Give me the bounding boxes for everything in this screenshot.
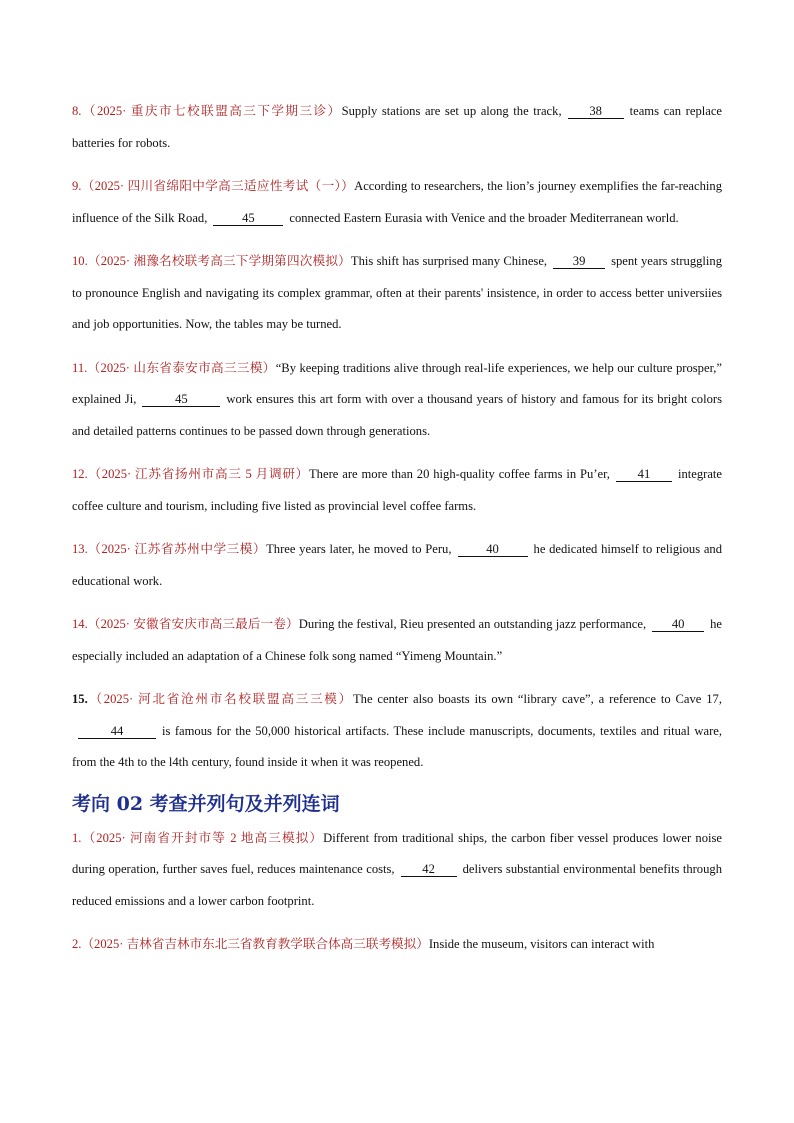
question-item — [72, 459, 722, 522]
question-text-before: Supply stations are set up along the track, — [341, 104, 562, 118]
question-source: （2025· 山东省泰安市高三三模） — [87, 360, 276, 375]
question-source: （2025· 河南省开封市等 2 地高三模拟） — [81, 830, 324, 845]
answer-blank[interactable]: 40 — [458, 542, 528, 557]
question-text-before: Inside the museum, visitors can interact with — [428, 937, 655, 951]
question-source: （2025· 江苏省苏州中学三模） — [87, 542, 267, 556]
question-number: 14. — [72, 617, 88, 631]
answer-blank[interactable]: 41 — [616, 467, 672, 482]
question-text-before: The center also boasts its own “library cave”, a reference to Cave 17, — [352, 692, 722, 706]
question-text-before: “By keeping traditions alive through real-life experiences, we help our culture prosper,” explained Ji, — [72, 360, 723, 406]
question-text-after: teams can replace batteries for robots. — [72, 104, 723, 150]
question-text-after: is famous for the 50,000 historical artifacts. These include manuscripts, documents, textiles and ritual ware, from the 4th to the l4th century, found inside it when it was reopened. — [72, 723, 722, 769]
question-text-before: This shift has surprised many Chinese, — [350, 254, 548, 268]
question-number: 11. — [72, 360, 88, 375]
question-source: （2025· 吉林省吉林市东北三省教育教学联合体高三联考模拟） — [81, 937, 429, 951]
question-number: 2. — [72, 937, 82, 951]
question-item — [72, 171, 722, 234]
question-text-after: he especially included an adaptation of a Chinese folk song named “Yimeng Mountain.” — [72, 617, 722, 663]
question-item — [72, 96, 722, 159]
question-number: 10. — [72, 254, 88, 268]
question-source: （2025· 四川省绵阳中学高三适应性考试（一）） — [81, 179, 355, 193]
question-source: （2025· 河北省沧州市名校联盟高三三模） — [87, 692, 353, 706]
document-page — [72, 96, 722, 973]
question-source: （2025· 湘豫名校联考高三下学期第四次模拟） — [87, 254, 351, 268]
question-text-after: spent years struggling to pronounce English and navigating its complex grammar, often at their parents' insistence, in order to access better universiies and job opportunities. Now, the tables may be turned. — [72, 254, 722, 331]
question-source: （2025· 重庆市七校联盟高三下学期三诊） — [81, 104, 342, 118]
question-number: 8. — [72, 104, 82, 118]
question-number: 9. — [72, 179, 82, 193]
question-list-a — [72, 96, 722, 779]
question-number: 13. — [72, 542, 88, 556]
question-item — [72, 823, 722, 918]
answer-blank[interactable]: 39 — [553, 254, 605, 269]
question-source: （2025· 江苏省扬州市高三 5 月调研） — [87, 467, 309, 481]
question-item — [72, 353, 722, 448]
question-text-before: Different from traditional ships, the carbon fiber vessel produces lower noise during operation, further saves fuel, reduces maintenance costs, — [72, 830, 722, 876]
question-text-before: Three years later, he moved to Peru, — [266, 542, 452, 556]
question-text-after: work ensures this art form with over a thousand years of history and famous for its bright colors and detailed patterns continues to be passed down through generations. — [72, 392, 722, 438]
question-item — [72, 684, 722, 779]
answer-blank[interactable]: 45 — [142, 392, 220, 407]
answer-blank[interactable]: 42 — [401, 862, 457, 877]
section-heading: 考向 02 考查并列句及并列连词 — [72, 792, 340, 815]
answer-blank[interactable]: 44 — [78, 724, 156, 739]
question-item — [72, 246, 722, 341]
question-text-after: delivers substantial environmental benefits through reduced emissions and a lower carbon footprint. — [72, 862, 722, 908]
question-item — [72, 609, 722, 672]
question-item — [72, 534, 722, 597]
answer-blank[interactable]: 45 — [213, 211, 283, 226]
question-list-b — [72, 823, 722, 961]
question-text-before: There are more than 20 high-quality coffee farms in Pu’er, — [308, 467, 610, 481]
question-text-before: During the festival, Rieu presented an outstanding jazz performance, — [298, 617, 647, 631]
question-item — [72, 929, 722, 961]
answer-blank[interactable]: 40 — [652, 617, 704, 632]
question-text-before: According to researchers, the lion’s journey exemplifies the far-reaching influence of the Silk Road, — [72, 179, 722, 225]
question-number: 1. — [72, 830, 82, 845]
question-number: 12. — [72, 467, 88, 481]
question-text-after: connected Eastern Eurasia with Venice and the broader Mediterranean world. — [289, 210, 679, 225]
question-number: 15. — [72, 692, 88, 706]
answer-blank[interactable]: 38 — [568, 104, 624, 119]
question-text-after: he dedicated himself to religious and educational work. — [72, 542, 723, 588]
question-source: （2025· 安徽省安庆市高三最后一卷） — [87, 617, 299, 631]
question-text-after: integrate coffee culture and tourism, including five listed as provincial level coffee farms. — [72, 467, 723, 513]
